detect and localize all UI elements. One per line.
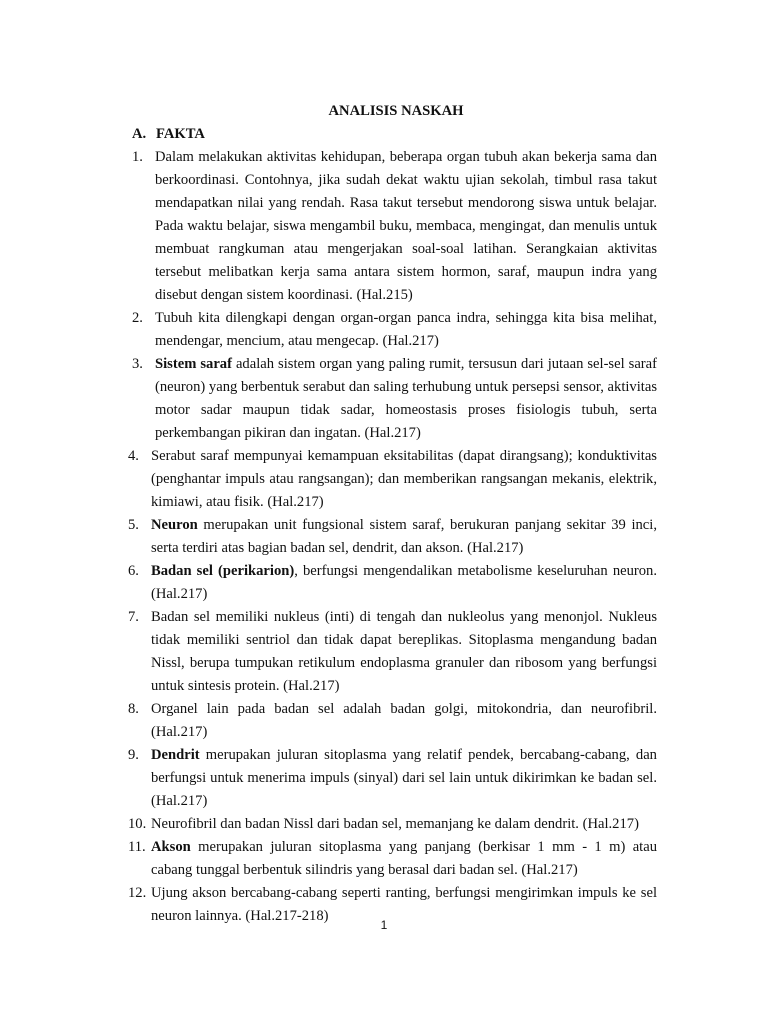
section-label: FAKTA [156,126,205,142]
section-heading [132,124,205,144]
item-text [155,353,657,445]
item-body: Tubuh kita dilengkapi dengan organ-organ panca indra, sehingga kita bisa melihat, mendengar, mencium, atau mengecap. (Hal.217) [155,310,657,349]
item-number: 11. [128,839,146,855]
item-term: Sistem saraf [155,356,232,372]
item-text [151,813,657,836]
list-item [0,836,768,882]
item-body: merupakan unit fungsional sistem saraf, berukuran panjang sekitar 39 inci, serta terdiri atas bagian badan sel, dendrit, dan akson. (Hal.217) [151,517,657,556]
item-text [151,744,657,813]
item-body: adalah sistem organ yang paling rumit, tersusun dari jutaan sel-sel saraf (neuron) yang berbentuk serabut dan saling terhubung untuk persepsi sensor, aktivitas motor sadar maupun tidak sadar, homeostasis proses fisiologis tubuh, serta perkembangan pikiran dan ingatan. (Hal.217) [155,356,657,441]
item-text [151,606,657,698]
item-text [151,514,657,560]
item-term: Akson [151,839,191,855]
list-item [0,445,768,514]
item-text [155,307,657,353]
list-item [0,146,768,307]
list-item [0,514,768,560]
list-item [0,606,768,698]
fakta-list [0,146,768,928]
list-item [0,560,768,606]
item-body: Neurofibril dan badan Nissl dari badan sel, memanjang ke dalam dendrit. (Hal.217) [151,816,639,832]
item-body: Dalam melakukan aktivitas kehidupan, beberapa organ tubuh akan bekerja sama dan berkoordinasi. Contohnya, jika sudah dekat waktu ujian sekolah, timbul rasa takut mendapatkan nilai yang rendah. Rasa takut tersebut mendorong siswa untuk belajar. Pada waktu belajar, siswa mengambil buku, membaca, mengingat, dan menulis untuk membuat rangkuman atau mengerjakan soal-soal latihan. Serangkaian aktivitas tersebut melibatkan kerja sama antara sistem hormon, saraf, maupun indra yang disebut dengan sistem koordinasi. (Hal.215) [155,149,657,303]
item-number: 2. [132,310,143,326]
list-item [0,698,768,744]
item-number: 1. [132,149,143,165]
item-number: 5. [128,517,139,533]
item-number: 8. [128,701,139,717]
item-term: Dendrit [151,747,200,763]
item-body: Organel lain pada badan sel adalah badan golgi, mitokondria, dan neurofibril. (Hal.217) [151,701,657,740]
item-number: 4. [128,448,139,464]
item-number: 7. [128,609,139,625]
list-item [0,307,768,353]
item-text [151,560,657,606]
page-number: 1 [380,918,388,932]
list-item [0,353,768,445]
item-term: Neuron [151,517,198,533]
item-number: 9. [128,747,139,763]
list-item [0,744,768,813]
item-body: , berfungsi mengendalikan metabolisme keseluruhan neuron. (Hal.217) [151,563,657,602]
item-text [151,445,657,514]
item-number: 10. [128,816,147,832]
item-body: Serabut saraf mempunyai kemampuan eksitabilitas (dapat dirangsang); konduktivitas (penghantar impuls atau rangsangan); dan memberikan rangsangan mekanis, elektrik, kimiawi, atau fisik. (Hal.217) [151,448,657,510]
item-number: 12. [128,885,147,901]
item-number: 6. [128,563,139,579]
item-number: 3. [132,356,143,372]
item-text [155,146,657,307]
item-term: Badan sel (perikarion) [151,563,295,579]
document-title: ANALISIS NASKAH [328,103,464,119]
item-body: Badan sel memiliki nukleus (inti) di tengah dan nukleolus yang menonjol. Nukleus tidak memiliki sentriol dan tidak dapat bereplikas. Sitoplasma mengandung badan Nissl, berupa tumpukan retikulum endoplasma granuler dan ribosom yang berfungsi untuk sintesis protein. (Hal.217) [151,609,657,694]
item-text [151,836,657,882]
item-body: merupakan juluran sitoplasma yang relatif pendek, bercabang-cabang, dan berfungsi untuk menerima impuls (sinyal) dari sel lain untuk dikirimkan ke badan sel. (Hal.217) [151,747,657,809]
item-text [151,698,657,744]
item-body: Ujung akson bercabang-cabang seperti ranting, berfungsi mengirimkan impuls ke sel neuron lainnya. (Hal.217-218) [151,885,657,924]
list-item [0,813,768,836]
section-letter: A. [132,126,147,142]
item-body: merupakan juluran sitoplasma yang panjang (berkisar 1 mm - 1 m) atau cabang tunggal berbentuk silindris yang berasal dari badan sel. (Hal.217) [151,839,658,878]
